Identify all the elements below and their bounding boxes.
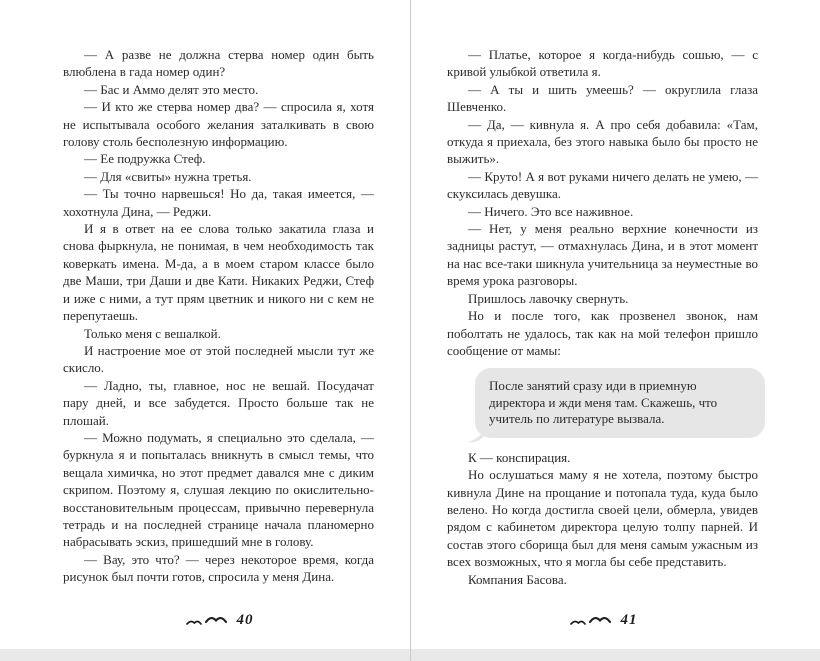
- paragraph: — А разве не должна стерва номер один быть влюблена в гада номер один?: [63, 47, 374, 80]
- paragraph: — Вау, это что? — через некоторое время, когда рисунок был почти готов, спросила у меня Дина.: [63, 551, 374, 585]
- paragraph: И настроение мое от этой последней мысли тут же скисло.: [63, 342, 374, 376]
- paragraph: Пришлось лавочку свернуть.: [468, 290, 629, 306]
- flying-birds-icon: [568, 613, 612, 629]
- paragraph: — Да, — кивнула я. А про себя добавила: «Там, откуда я приехала, без этого навыка было бы просто не выжить».: [447, 116, 758, 167]
- paragraph: — Можно подумать, я специально это сделала, — буркнула я и попыталась вникнуть в смысл темы, что вещала химичка, но этот предмет давался мне с диким скрипом. Поэтому я, слушая лекцию по окислительно-восстановительным процессам, привычно перевернула тетрадь и на последней странице начала планомерно набрасывать эскиз, пришедший мне в голову.: [63, 429, 374, 550]
- sms-message-text: После занятий сразу иди в приемную директора и жди меня там. Скажешь, что учитель по литературе вызвала.: [489, 378, 718, 427]
- paragraph: Только меня с вешалкой.: [84, 325, 221, 341]
- paragraph: — Для «свиты» нужна третья.: [84, 168, 252, 184]
- sms-message-bubble: [475, 368, 765, 438]
- paragraph: Но и после того, как прозвенел звонок, нам поболтать не удалось, так как на мой телефон пришло сообщение от мамы:: [447, 308, 758, 358]
- paragraph: — Ты точно нарвешься! Но да, такая имеется, — хохотнула Дина, — Реджи.: [63, 186, 374, 219]
- paragraph: — А ты и шить умеешь? — округлила глаза Шевченко.: [447, 81, 758, 115]
- paragraph: Компания Басова.: [468, 571, 567, 587]
- paragraph: — Круто! А я вот руками ничего делать не умею, — скуксилась девушка.: [447, 168, 758, 202]
- paragraph: — Ничего. Это все наживное.: [468, 203, 634, 219]
- paragraph: — Ладно, ты, главное, нос не вешай. Посудачат пару дней, и все забудется. Просто больше так не плошай.: [63, 377, 374, 428]
- page-footer-left: [63, 612, 374, 629]
- bubble-tail: [466, 425, 488, 443]
- flying-birds-icon: [184, 613, 228, 629]
- paragraph: И я в ответ на ее слова только закатила глаза и снова фыркнула, не понимая, в чем необходимость так коверкать имена. М-да, а в моем старом классе было две Маши, три Даши и две Кати. Никаких Реджи, Стеф и иже с ними, а тут прям цветник и никого ни с кем не перепутаешь.: [63, 221, 374, 324]
- page-left-text: [63, 46, 374, 586]
- page-divider: [410, 0, 411, 661]
- page-right-text: [447, 46, 758, 588]
- paragraph: — Нет, у меня реально верхние конечности из задницы растут, — отмахнулась Дина, и в этот момент на нас все-таки шикнула учительница за неуместные во время урока разговоры.: [447, 221, 758, 289]
- paragraph: — Ее подружка Стеф.: [84, 151, 206, 167]
- page-number: 41: [620, 612, 638, 628]
- page-number: 40: [236, 612, 254, 628]
- paragraph: — Платье, которое я когда-нибудь сошью, — с кривой улыбкой ответила я.: [447, 47, 758, 80]
- paragraph: К — конспирация.: [468, 449, 571, 465]
- page-footer-right: [447, 612, 758, 629]
- paragraph: — И кто же стерва номер два? — спросила я, хотя не испытывала особого желания заталкивать в свою голову столь бесполезную информацию.: [63, 99, 374, 150]
- paragraph: Но ослушаться маму я не хотела, поэтому быстро кивнула Дине на прощание и потопала туда, куда было велено. Но когда достигла своей цели, обмерла, увидев рядом с кабинетом директора целую толпу парней. И состав этого сборища был для меня самым ужасным из всех возможных, что я могла бы себе представить.: [447, 467, 758, 570]
- paragraph: — Бас и Аммо делят это место.: [84, 81, 259, 97]
